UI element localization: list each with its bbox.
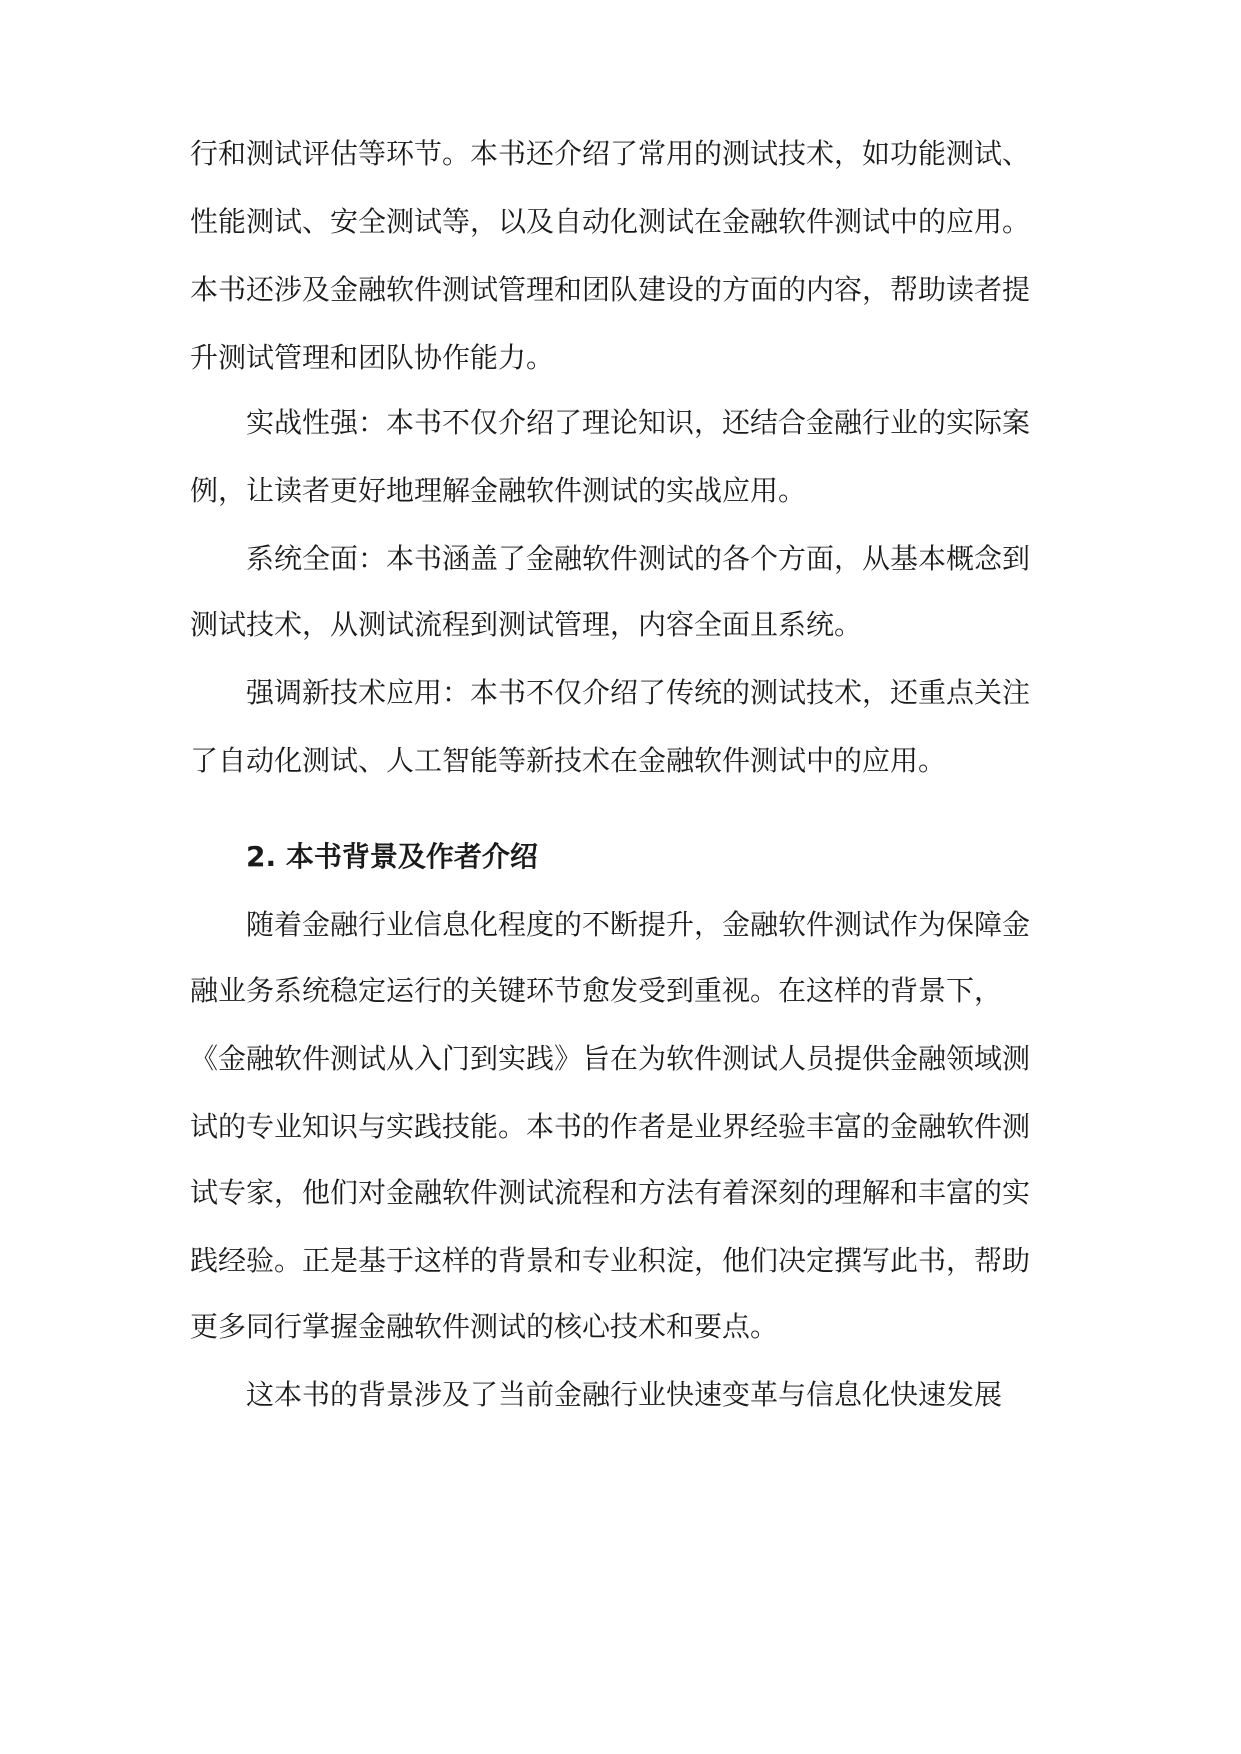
text-line: 《金融软件测试从入门到实践》旨在为软件测试人员提供金融领域测 xyxy=(190,1042,1031,1075)
text-line: 升测试管理和团队协作能力。 xyxy=(190,341,555,374)
text-line: 本书还涉及金融软件测试管理和团队建设的方面的内容，帮助读者提 xyxy=(190,273,1031,306)
paragraph-background: 随着金融行业信息化程度的不断提升，金融软件测试作为保障金 xyxy=(246,908,1031,941)
text-line: 性能测试、安全测试等，以及自动化测试在金融软件测试中的应用。 xyxy=(190,205,1031,238)
paragraph-new-tech: 强调新技术应用：本书不仅介绍了传统的测试技术，还重点关注 xyxy=(246,676,1031,709)
text-line: 试的专业知识与实践技能。本书的作者是业界经验丰富的金融软件测 xyxy=(190,1110,1031,1143)
paragraph-comprehensive: 系统全面：本书涵盖了金融软件测试的各个方面，从基本概念到 xyxy=(246,542,1031,575)
text-line: 践经验。正是基于这样的背景和专业积淀，他们决定撰写此书，帮助 xyxy=(190,1244,1031,1277)
text-line: 行和测试评估等环节。本书还介绍了常用的测试技术，如功能测试、 xyxy=(190,137,1031,170)
text-line: 例，让读者更好地理解金融软件测试的实战应用。 xyxy=(190,474,807,507)
text-line: 试专家，他们对金融软件测试流程和方法有着深刻的理解和丰富的实 xyxy=(190,1176,1031,1209)
section-heading: 2. 本书背景及作者介绍 xyxy=(246,840,538,873)
text-line: 融业务系统稳定运行的关键环节愈发受到重视。在这样的背景下， xyxy=(190,974,1003,1007)
paragraph-book-background: 这本书的背景涉及了当前金融行业快速变革与信息化快速发展 xyxy=(246,1378,1003,1411)
text-line: 测试技术，从测试流程到测试管理，内容全面且系统。 xyxy=(190,608,863,641)
text-line: 了自动化测试、人工智能等新技术在金融软件测试中的应用。 xyxy=(190,744,947,777)
paragraph-practical: 实战性强：本书不仅介绍了理论知识，还结合金融行业的实际案 xyxy=(246,406,1031,439)
text-line: 更多同行掌握金融软件测试的核心技术和要点。 xyxy=(190,1310,779,1343)
